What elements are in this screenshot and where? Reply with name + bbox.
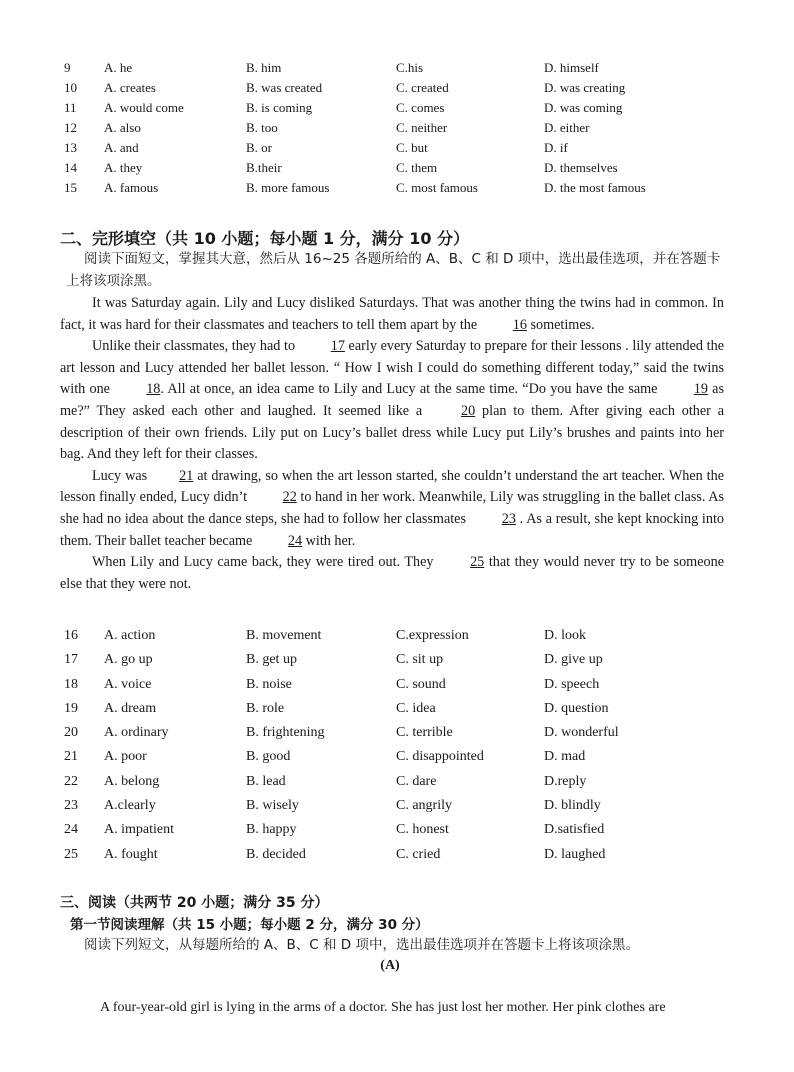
option-c: C. honest bbox=[396, 822, 449, 838]
option-b: B. good bbox=[246, 749, 291, 765]
option-row bbox=[0, 725, 794, 749]
option-d: D.satisfied bbox=[544, 822, 605, 838]
blank-20: 20 bbox=[461, 402, 476, 419]
question-number: 14 bbox=[64, 160, 77, 175]
option-row bbox=[0, 80, 794, 100]
option-c: C. them bbox=[396, 160, 438, 175]
passage-text: to hand in her work. Meanwhile, Lily was struggling in the ballet class. As she had no idea about the dance steps, she had to follow her classmates bbox=[60, 489, 724, 527]
option-d: D. themselves bbox=[544, 160, 618, 175]
question-number: 24 bbox=[64, 822, 78, 838]
option-d: D.reply bbox=[544, 773, 587, 789]
question-number: 18 bbox=[64, 676, 78, 692]
option-a: A. belong bbox=[104, 773, 160, 789]
option-a: A. creates bbox=[104, 80, 156, 95]
question-number: 20 bbox=[64, 725, 78, 741]
option-d: D. was creating bbox=[544, 80, 626, 95]
option-row bbox=[0, 60, 794, 80]
passage-text: that they would never try to be someone else that they were not. bbox=[60, 554, 724, 592]
option-b: B. him bbox=[246, 60, 282, 75]
passage-paragraph-2 bbox=[60, 336, 724, 466]
blank-23: 23 bbox=[501, 510, 516, 527]
passage-text: . As a result, she kept knocking into them. Their ballet teacher became bbox=[60, 510, 724, 549]
option-a: A. would come bbox=[104, 100, 184, 115]
question-number: 25 bbox=[64, 846, 78, 862]
option-a: A.clearly bbox=[104, 798, 156, 814]
passage-text: sometimes. bbox=[526, 316, 595, 333]
option-a: A. famous bbox=[104, 180, 159, 195]
option-c: C. most famous bbox=[396, 180, 478, 195]
passage-paragraph-3 bbox=[60, 466, 724, 552]
blank-18: 18 bbox=[146, 381, 161, 398]
option-c: C. neither bbox=[396, 120, 448, 135]
option-d: D. was coming bbox=[544, 100, 623, 115]
option-b: B. get up bbox=[246, 652, 297, 668]
question-number: 13 bbox=[64, 140, 77, 155]
option-d: D. the most famous bbox=[544, 180, 646, 195]
section-3-instruction: 阅读下列短文，从每题所给的 A、B、C 和 D 项中，选出最佳选项并在答题卡上将该项涂黑。 bbox=[84, 937, 639, 953]
option-b: B.their bbox=[246, 160, 282, 175]
option-d: D. either bbox=[544, 120, 590, 135]
passage-paragraph-4 bbox=[60, 552, 724, 595]
option-a: A. and bbox=[104, 140, 139, 155]
option-b: B. decided bbox=[246, 846, 306, 862]
section-3-subtitle: 第一节阅读理解（共 15 小题；每小题 2 分，满分 30 分） bbox=[70, 917, 429, 933]
option-c: C. dare bbox=[396, 773, 437, 789]
option-d: D. laughed bbox=[544, 846, 606, 862]
option-row bbox=[0, 140, 794, 160]
passage-text: It was Saturday again. Lily and Lucy disliked Saturdays. That was another thing the twins had in common. In fact, it was hard for their classmates and teachers to tell them apart by the bbox=[60, 295, 724, 333]
option-c: C.expression bbox=[396, 628, 469, 643]
option-row bbox=[0, 774, 794, 798]
option-d: D. give up bbox=[544, 652, 603, 668]
reading-first-line: A four-year-old girl is lying in the arms of a doctor. She has just lost her mother. Her pink clothes are bbox=[100, 1000, 666, 1015]
option-d: D. mad bbox=[544, 749, 586, 765]
option-c: C. terrible bbox=[396, 725, 453, 741]
option-d: D. question bbox=[544, 700, 609, 716]
passage-text: as me?” They asked each other and laughed. It seemed like a bbox=[60, 381, 724, 419]
question-number: 9 bbox=[64, 60, 71, 75]
question-number: 12 bbox=[64, 120, 77, 135]
passage-text: . All at once, an idea came to Lily and Lucy at the same time. “Do you have the same bbox=[160, 381, 662, 398]
option-c: C. sound bbox=[396, 676, 446, 692]
question-number: 10 bbox=[64, 80, 77, 95]
option-b: B. too bbox=[246, 120, 278, 135]
question-number: 11 bbox=[64, 100, 77, 115]
option-row bbox=[0, 100, 794, 120]
blank-24: 24 bbox=[287, 532, 303, 549]
option-d: D. himself bbox=[544, 60, 599, 75]
blank-16: 16 bbox=[512, 316, 527, 333]
passage-text: When Lily and Lucy came back, they were tired out. They bbox=[92, 554, 439, 571]
option-a: A. impatient bbox=[104, 822, 174, 838]
option-c: C. disappointed bbox=[396, 749, 484, 765]
options-table-top bbox=[0, 60, 794, 200]
option-a: A. action bbox=[104, 628, 156, 643]
option-b: B. more famous bbox=[246, 180, 330, 195]
option-row bbox=[0, 822, 794, 846]
option-b: B. or bbox=[246, 140, 272, 155]
question-number: 16 bbox=[64, 628, 78, 643]
option-b: B. is coming bbox=[246, 100, 313, 115]
option-a: A. also bbox=[104, 120, 141, 135]
option-row bbox=[0, 749, 794, 773]
passage-text: with her. bbox=[302, 532, 356, 549]
question-number: 22 bbox=[64, 773, 78, 789]
option-d: D. speech bbox=[544, 676, 600, 692]
option-b: B. role bbox=[246, 700, 285, 716]
option-row bbox=[0, 628, 794, 652]
section-2-instruction: 阅读下面短文，掌握其大意，然后从 16~25 各题所给的 A、B、C 和 D 项中，选出最佳选项，并在答题卡上将该项涂黑。 bbox=[66, 251, 721, 289]
option-b: B. noise bbox=[246, 676, 292, 692]
options-table-bottom bbox=[0, 628, 794, 871]
option-row bbox=[0, 798, 794, 822]
option-a: A. he bbox=[104, 60, 133, 75]
option-a: A. go up bbox=[104, 652, 153, 668]
section-3-title: 三、阅读（共两节 20 小题；满分 35 分） bbox=[60, 895, 329, 911]
question-number: 21 bbox=[64, 749, 78, 765]
option-row bbox=[0, 847, 794, 871]
option-row bbox=[0, 677, 794, 701]
option-c: C. but bbox=[396, 140, 428, 155]
option-c: C.his bbox=[396, 60, 424, 75]
question-number: 19 bbox=[64, 700, 78, 716]
option-a: A. ordinary bbox=[104, 725, 169, 741]
option-c: C. sit up bbox=[396, 652, 444, 668]
option-a: A. voice bbox=[104, 676, 152, 692]
passage-paragraph-1 bbox=[60, 293, 724, 336]
option-b: B. movement bbox=[246, 628, 322, 643]
option-c: C. comes bbox=[396, 100, 445, 115]
question-number: 17 bbox=[64, 652, 78, 668]
section-2-title: 二、完形填空（共 10 小题；每小题 1 分，满分 10 分） bbox=[60, 229, 470, 248]
option-row bbox=[0, 701, 794, 725]
option-row bbox=[0, 652, 794, 676]
option-b: B. wisely bbox=[246, 798, 299, 814]
question-number: 15 bbox=[64, 180, 77, 195]
blank-17: 17 bbox=[330, 338, 345, 355]
option-c: C. cried bbox=[396, 846, 441, 862]
option-c: C. angrily bbox=[396, 798, 452, 814]
passage-text: Unlike their classmates, they had to bbox=[92, 338, 299, 355]
blank-21: 21 bbox=[179, 467, 194, 484]
option-row bbox=[0, 160, 794, 180]
passage-text: early every Saturday to prepare for their lessons . lily attended the art lesson and Lucy attended her ballet lesson. “ How I wish I could do something different today,” said the twins with one bbox=[60, 338, 725, 398]
option-row bbox=[0, 180, 794, 200]
option-b: B. was created bbox=[246, 80, 323, 95]
option-b: B. lead bbox=[246, 773, 286, 789]
option-c: C. idea bbox=[396, 700, 436, 716]
option-a: A. they bbox=[104, 160, 143, 175]
option-d: D. wonderful bbox=[544, 725, 619, 741]
option-d: D. if bbox=[544, 140, 568, 155]
question-number: 23 bbox=[64, 798, 78, 814]
option-c: C. created bbox=[396, 80, 449, 95]
passage-text: at drawing, so when the art lesson started, she couldn’t understand the art teacher. When the lesson finally ended, Lucy didn’t bbox=[60, 467, 724, 506]
blank-25: 25 bbox=[470, 554, 485, 571]
option-a: A. fought bbox=[104, 846, 158, 862]
blank-19: 19 bbox=[693, 381, 708, 398]
option-b: B. happy bbox=[246, 822, 297, 838]
option-b: B. frightening bbox=[246, 725, 325, 741]
blank-22: 22 bbox=[282, 489, 297, 506]
option-a: A. dream bbox=[104, 700, 157, 716]
option-a: A. poor bbox=[104, 749, 147, 765]
passage-text: Lucy was bbox=[92, 467, 148, 484]
option-d: D. look bbox=[544, 628, 586, 643]
option-d: D. blindly bbox=[544, 798, 601, 814]
option-row bbox=[0, 120, 794, 140]
passage-text: plan to them. After giving each other a description of their own friends. Lily put on Lucy’s ballet dress while Lucy put Lily’s brushes and paints into her bag. And they left for their classes. bbox=[60, 402, 725, 463]
cloze-passage bbox=[60, 293, 724, 595]
passage-label: (A) bbox=[380, 958, 400, 973]
